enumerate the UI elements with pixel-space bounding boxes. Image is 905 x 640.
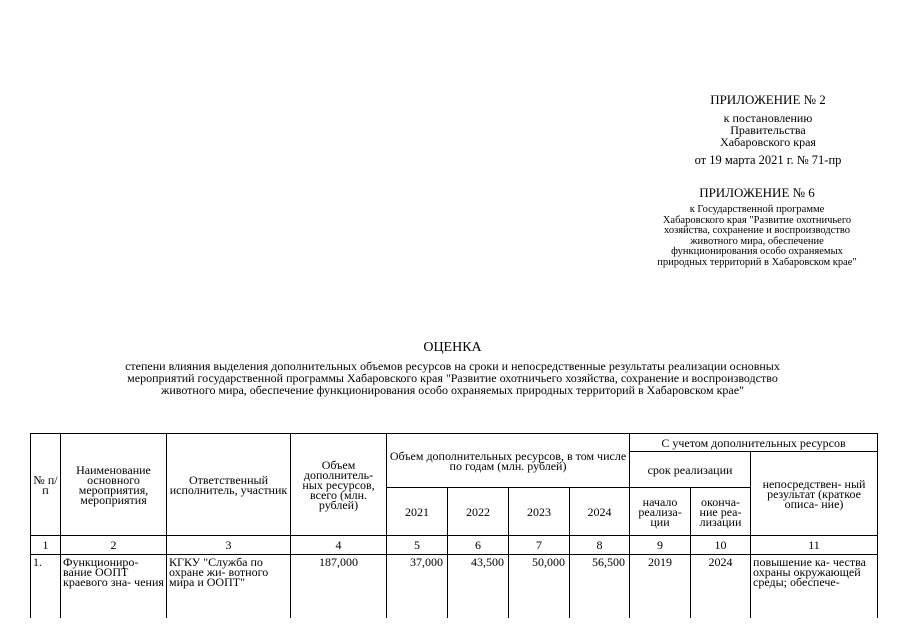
subtitle-line: степени влияния выделения дополнительных объемов ресурсов на сроки и непосредственные результаты реализации основных: [125, 359, 780, 373]
document-title: ОЦЕНКА: [423, 340, 482, 355]
appendix-2-block: [653, 93, 883, 167]
column-number: 8: [570, 536, 630, 555]
cell-name: Функциониро- вание ООПТ краевого зна- чения: [61, 555, 167, 619]
appendix-6-line: к Государственной программе: [689, 204, 825, 215]
cell-2022: 43,500: [448, 555, 509, 619]
cell-end: 2024: [691, 555, 751, 619]
appendix-2-line: к постановлению: [723, 111, 813, 125]
cell-result: повышение ка- чества охраны окружающей среды; обеспече-: [751, 555, 878, 619]
header-year: 2022: [448, 488, 509, 536]
appendix-2-heading: ПРИЛОЖЕНИЕ № 2: [710, 92, 826, 107]
header-considering: С учетом дополнительных ресурсов: [630, 434, 878, 452]
cell-2021: 37,000: [387, 555, 448, 619]
cell-num: 1.: [31, 555, 61, 619]
cell-2023: 50,000: [509, 555, 570, 619]
appendix-6-line: функционирования особо охраняемых: [671, 246, 843, 257]
appendix-6-heading: ПРИЛОЖЕНИЕ № 6: [699, 185, 815, 200]
cell-volume: 187,000: [291, 555, 387, 619]
header-num: № п/п: [31, 434, 61, 536]
subtitle-line: мероприятий государственной программы Хабаровского края "Развитие охотничьего хозяйства, сохранение и воспроизводство: [127, 371, 778, 385]
appendix-2-line: Правительства: [730, 123, 806, 137]
appendix-6-line: животного мира, обеспечение: [690, 235, 824, 247]
column-number: 1: [31, 536, 61, 555]
column-number: 9: [630, 536, 691, 555]
header-year: 2023: [509, 488, 570, 536]
header-years-group: Объем дополнительных ресурсов, в том числе по годам (млн. рублей): [387, 434, 630, 488]
header-result: непосредствен- ный результат (краткое описа- ние): [751, 452, 878, 536]
header-start: начало реализа- ции: [630, 488, 691, 536]
header-executor: Ответственный исполнитель, участник: [167, 434, 291, 536]
header-term: срок реализации: [630, 452, 751, 488]
column-number: 10: [691, 536, 751, 555]
cell-executor: КГКУ "Служба по охране жи- вотного мира и ООПТ": [167, 555, 291, 619]
appendix-2-line: Хабаровского края: [720, 135, 816, 149]
column-number: 6: [448, 536, 509, 555]
header-end: оконча- ние реа- лизации: [691, 488, 751, 536]
header-name: Наименование основного мероприятия, мероприятия: [61, 434, 167, 536]
cell-start: 2019: [630, 555, 691, 619]
appendix-6-block: [627, 186, 887, 268]
header-year: 2024: [570, 488, 630, 536]
table-row: [31, 555, 878, 619]
header-year: 2021: [387, 488, 448, 536]
header-volume: Объем дополнитель- ных ресурсов, всего (млн. рублей): [291, 434, 387, 536]
column-number: 3: [167, 536, 291, 555]
column-number: 4: [291, 536, 387, 555]
appendix-2-date: от 19 марта 2021 г. № 71-пр: [694, 153, 842, 167]
column-numbers-row: [31, 536, 878, 555]
appendix-6-line: хозяйства, сохранение и воспроизводство: [663, 225, 851, 236]
column-number: 5: [387, 536, 448, 555]
cell-2024: 56,500: [570, 555, 630, 619]
subtitle-line: животного мира, обеспечение функционирования особо охраняемых природных территорий в Хабаровском крае": [161, 383, 744, 397]
column-number: 2: [61, 536, 167, 555]
document-subtitle: [28, 360, 877, 396]
column-number: 7: [509, 536, 570, 555]
appendix-6-line: природных территорий в Хабаровском крае": [657, 256, 857, 268]
assessment-table: [30, 433, 878, 618]
appendix-6-line: Хабаровского края "Развитие охотничьего: [662, 214, 852, 226]
column-number: 11: [751, 536, 878, 555]
